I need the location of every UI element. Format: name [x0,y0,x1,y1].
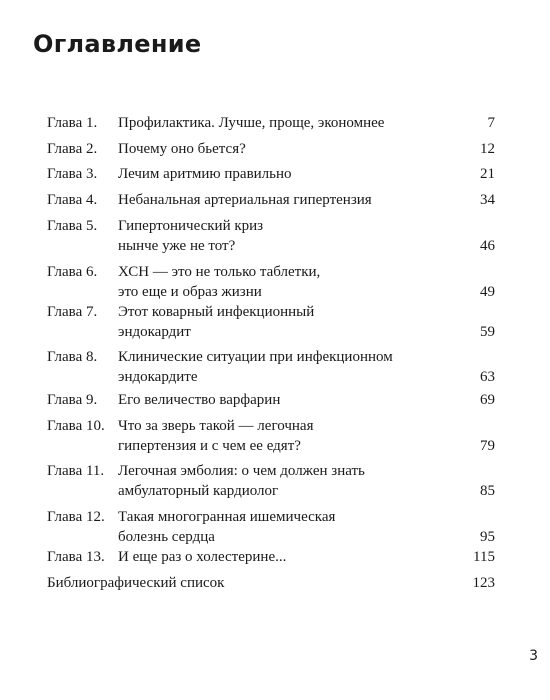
toc-entry-title [118,139,448,159]
toc-entry-chapter-label: Глава 13. [47,549,105,565]
toc-entry-chapter-label: Глава 3. [47,166,98,182]
page-folio: 3 [529,648,538,664]
toc-entry-title-line: это еще и образ жизни [118,284,262,300]
toc-entry-title-line: Профилактика. Лучше, проще, экономнее [118,115,385,131]
toc-entry-chapter-label: Глава 1. [47,115,98,131]
toc-entry-title-line: болезнь сердца [118,529,215,545]
toc-entry-page-number: 63 [480,369,495,385]
toc-entry-title-line: гипертензия и с чем ее едят? [118,438,301,454]
toc-entry-title-line: ХСН — это не только таблетки, [118,264,321,280]
toc-entry-title [47,573,377,593]
toc-entry-title-line: Легочная эмболия: о чем должен знать [118,463,365,479]
toc-entry-title-line: Гипертонический криз [118,218,264,234]
toc-entry-page-number: 79 [480,438,495,454]
toc-entry-page-number: 59 [480,324,495,340]
toc-entry-page-number: 21 [480,166,495,182]
toc-entry-title-line: Что за зверь такой — легочная [118,418,314,434]
toc-entry-title-line: нынче уже не тот? [118,238,236,254]
toc-entry-title [118,190,448,210]
toc-entry-page-number: 34 [480,192,495,208]
toc-entry-page-number: 7 [487,115,495,131]
toc-entry-page-number: 123 [472,575,495,591]
toc-entry-title-line: Лечим аритмию правильно [118,166,292,182]
toc-entry-page-number: 95 [480,529,495,545]
toc-entry-title-line: Почему оно бьется? [118,141,246,157]
toc-entry-title [118,347,448,387]
toc-entry-title [118,416,448,456]
toc-entry-title-line: эндокардите [118,369,198,385]
toc-entry-title-line: амбулаторный кардиолог [118,483,279,499]
toc-entry-title-line: Библиографический список [47,575,225,591]
toc-entry-title-line: эндокардит [118,324,191,340]
toc-entry-title [118,390,448,410]
toc-entry-chapter-label: Глава 9. [47,392,98,408]
page-title: Оглавление [33,30,202,58]
toc-entry-chapter-label: Глава 8. [47,349,98,365]
toc-entry-title [118,216,448,256]
toc-entry-title [118,461,448,501]
toc-entry-title [118,164,448,184]
toc-entry-chapter-label: Глава 2. [47,141,98,157]
toc-entry-title-line: Небанальная артериальная гипертензия [118,192,372,208]
toc-entry-title-line: Его величество варфарин [118,392,281,408]
toc-entry-page-number: 12 [480,141,495,157]
toc-entry-title [118,262,448,302]
toc-entry-title-line: Клинические ситуации при инфекционном [118,349,393,365]
toc-entry-page-number: 69 [480,392,495,408]
toc-entry-chapter-label: Глава 7. [47,304,98,320]
toc-entry-title [118,302,448,342]
toc-entry-chapter-label: Глава 10. [47,418,105,434]
toc-entry-title [118,547,448,567]
toc-entry-page-number: 85 [480,483,495,499]
toc-entry-chapter-label: Глава 5. [47,218,98,234]
toc-entry-page-number: 115 [473,549,495,565]
toc-entry-chapter-label: Глава 4. [47,192,98,208]
toc-entry-title-line: Этот коварный инфекционный [118,304,315,320]
toc-entry-title [118,507,448,547]
toc-entry-title-line: Такая многогранная ишемическая [118,509,336,525]
toc-entry-page-number: 46 [480,238,495,254]
toc-entry-page-number: 49 [480,284,495,300]
toc-entry-chapter-label: Глава 12. [47,509,105,525]
toc-entry-title-line: И еще раз о холестерине... [118,549,287,565]
toc-entry-chapter-label: Глава 11. [47,463,105,479]
toc-entry-title [118,113,448,133]
toc-entry-chapter-label: Глава 6. [47,264,98,280]
